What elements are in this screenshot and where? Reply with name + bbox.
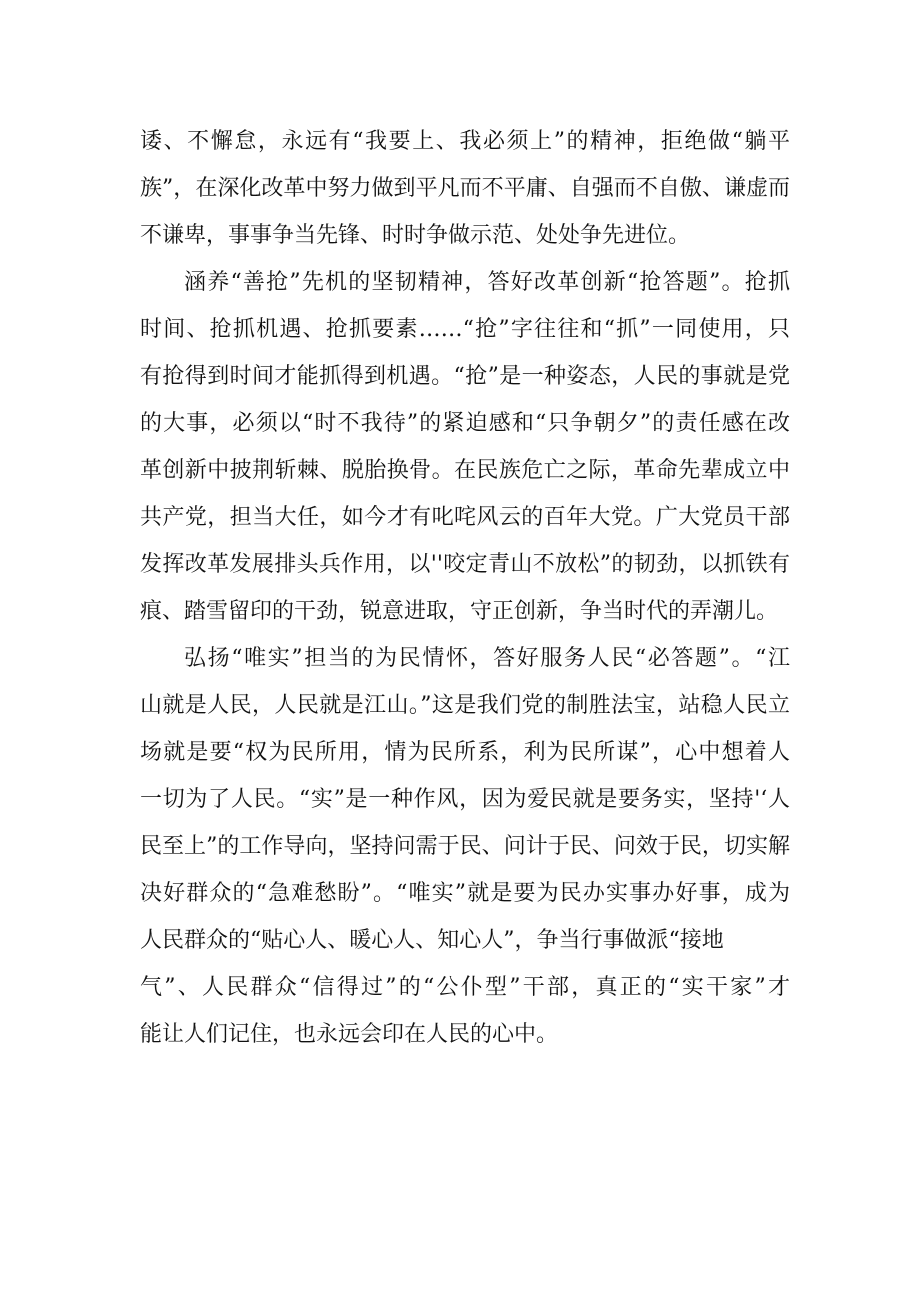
text-line: 有抢得到时间才能抓得到机遇。“抢”是一种姿态，人民的事就是党 bbox=[140, 364, 790, 389]
text-line: 不谦卑，事事争当先锋、时时争做示范、处处争先进位。 bbox=[140, 223, 691, 248]
text-line: 发挥改革发展排头兵作用，以''咬定青山不放松”的韧劲，以抓铁有 bbox=[140, 552, 790, 577]
paragraph-3 bbox=[140, 635, 790, 1058]
text-line: 山就是人民，人民就是江山。”这是我们党的制胜法宝，站稳人民立 bbox=[140, 693, 790, 718]
text-line: 痕、踏雪留印的干劲，锐意进取，守正创新，争当时代的弄潮儿。 bbox=[140, 599, 779, 624]
text-line: 人民群众的“贴心人、暖心人、知心人”，争当行事做派“接地 bbox=[140, 928, 724, 953]
text-line: 的大事，必须以“时不我待”的紧迫感和“只争朝夕”的责任感在改 bbox=[140, 411, 790, 436]
text-line: 族”，在深化改革中努力做到平凡而不平庸、自强而不自傲、谦虚而 bbox=[140, 176, 790, 201]
paragraph-1 bbox=[140, 118, 790, 259]
text-line: 时间、抢抓机遇、抢抓要素……“抢”字往往和“抓”一同使用，只 bbox=[140, 317, 790, 342]
text-line: 民至上”的工作导向，坚持问需于民、问计于民、问效于民，切实解 bbox=[140, 834, 790, 859]
text-line: 能让人们记住，也永远会印在人民的心中。 bbox=[140, 1022, 559, 1047]
text-line: 决好群众的“急难愁盼”。“唯实”就是要为民办实事办好事，成为 bbox=[140, 881, 790, 906]
text-line: 气”、人民群众“信得过”的“公仆型”干部，真正的“实干家”才 bbox=[140, 975, 790, 1000]
text-line: 诿、不懈怠，永远有“我要上、我必须上”的精神，拒绝做“躺平 bbox=[140, 129, 790, 154]
text-line: 共产党，担当大任，如今才有叱咤风云的百年大党。广大党员干部 bbox=[140, 505, 790, 530]
text-line: 场就是要“权为民所用，情为民所系，利为民所谋”，心中想着人 bbox=[140, 740, 790, 765]
text-line: 革创新中披荆斩棘、脱胎换骨。在民族危亡之际，革命先辈成立中 bbox=[140, 458, 790, 483]
text-line: 弘扬“唯实”担当的为民情怀，答好服务人民“必答题”。“江 bbox=[184, 646, 790, 671]
text-line: 一切为了人民。“实”是一种作风，因为爱民就是要务实，坚持'‘人 bbox=[140, 787, 790, 812]
text-line: 涵养“善抢”先机的坚韧精神，答好改革创新“抢答题”。抢抓 bbox=[184, 270, 790, 295]
document-body bbox=[140, 118, 790, 1058]
paragraph-2 bbox=[140, 259, 790, 635]
